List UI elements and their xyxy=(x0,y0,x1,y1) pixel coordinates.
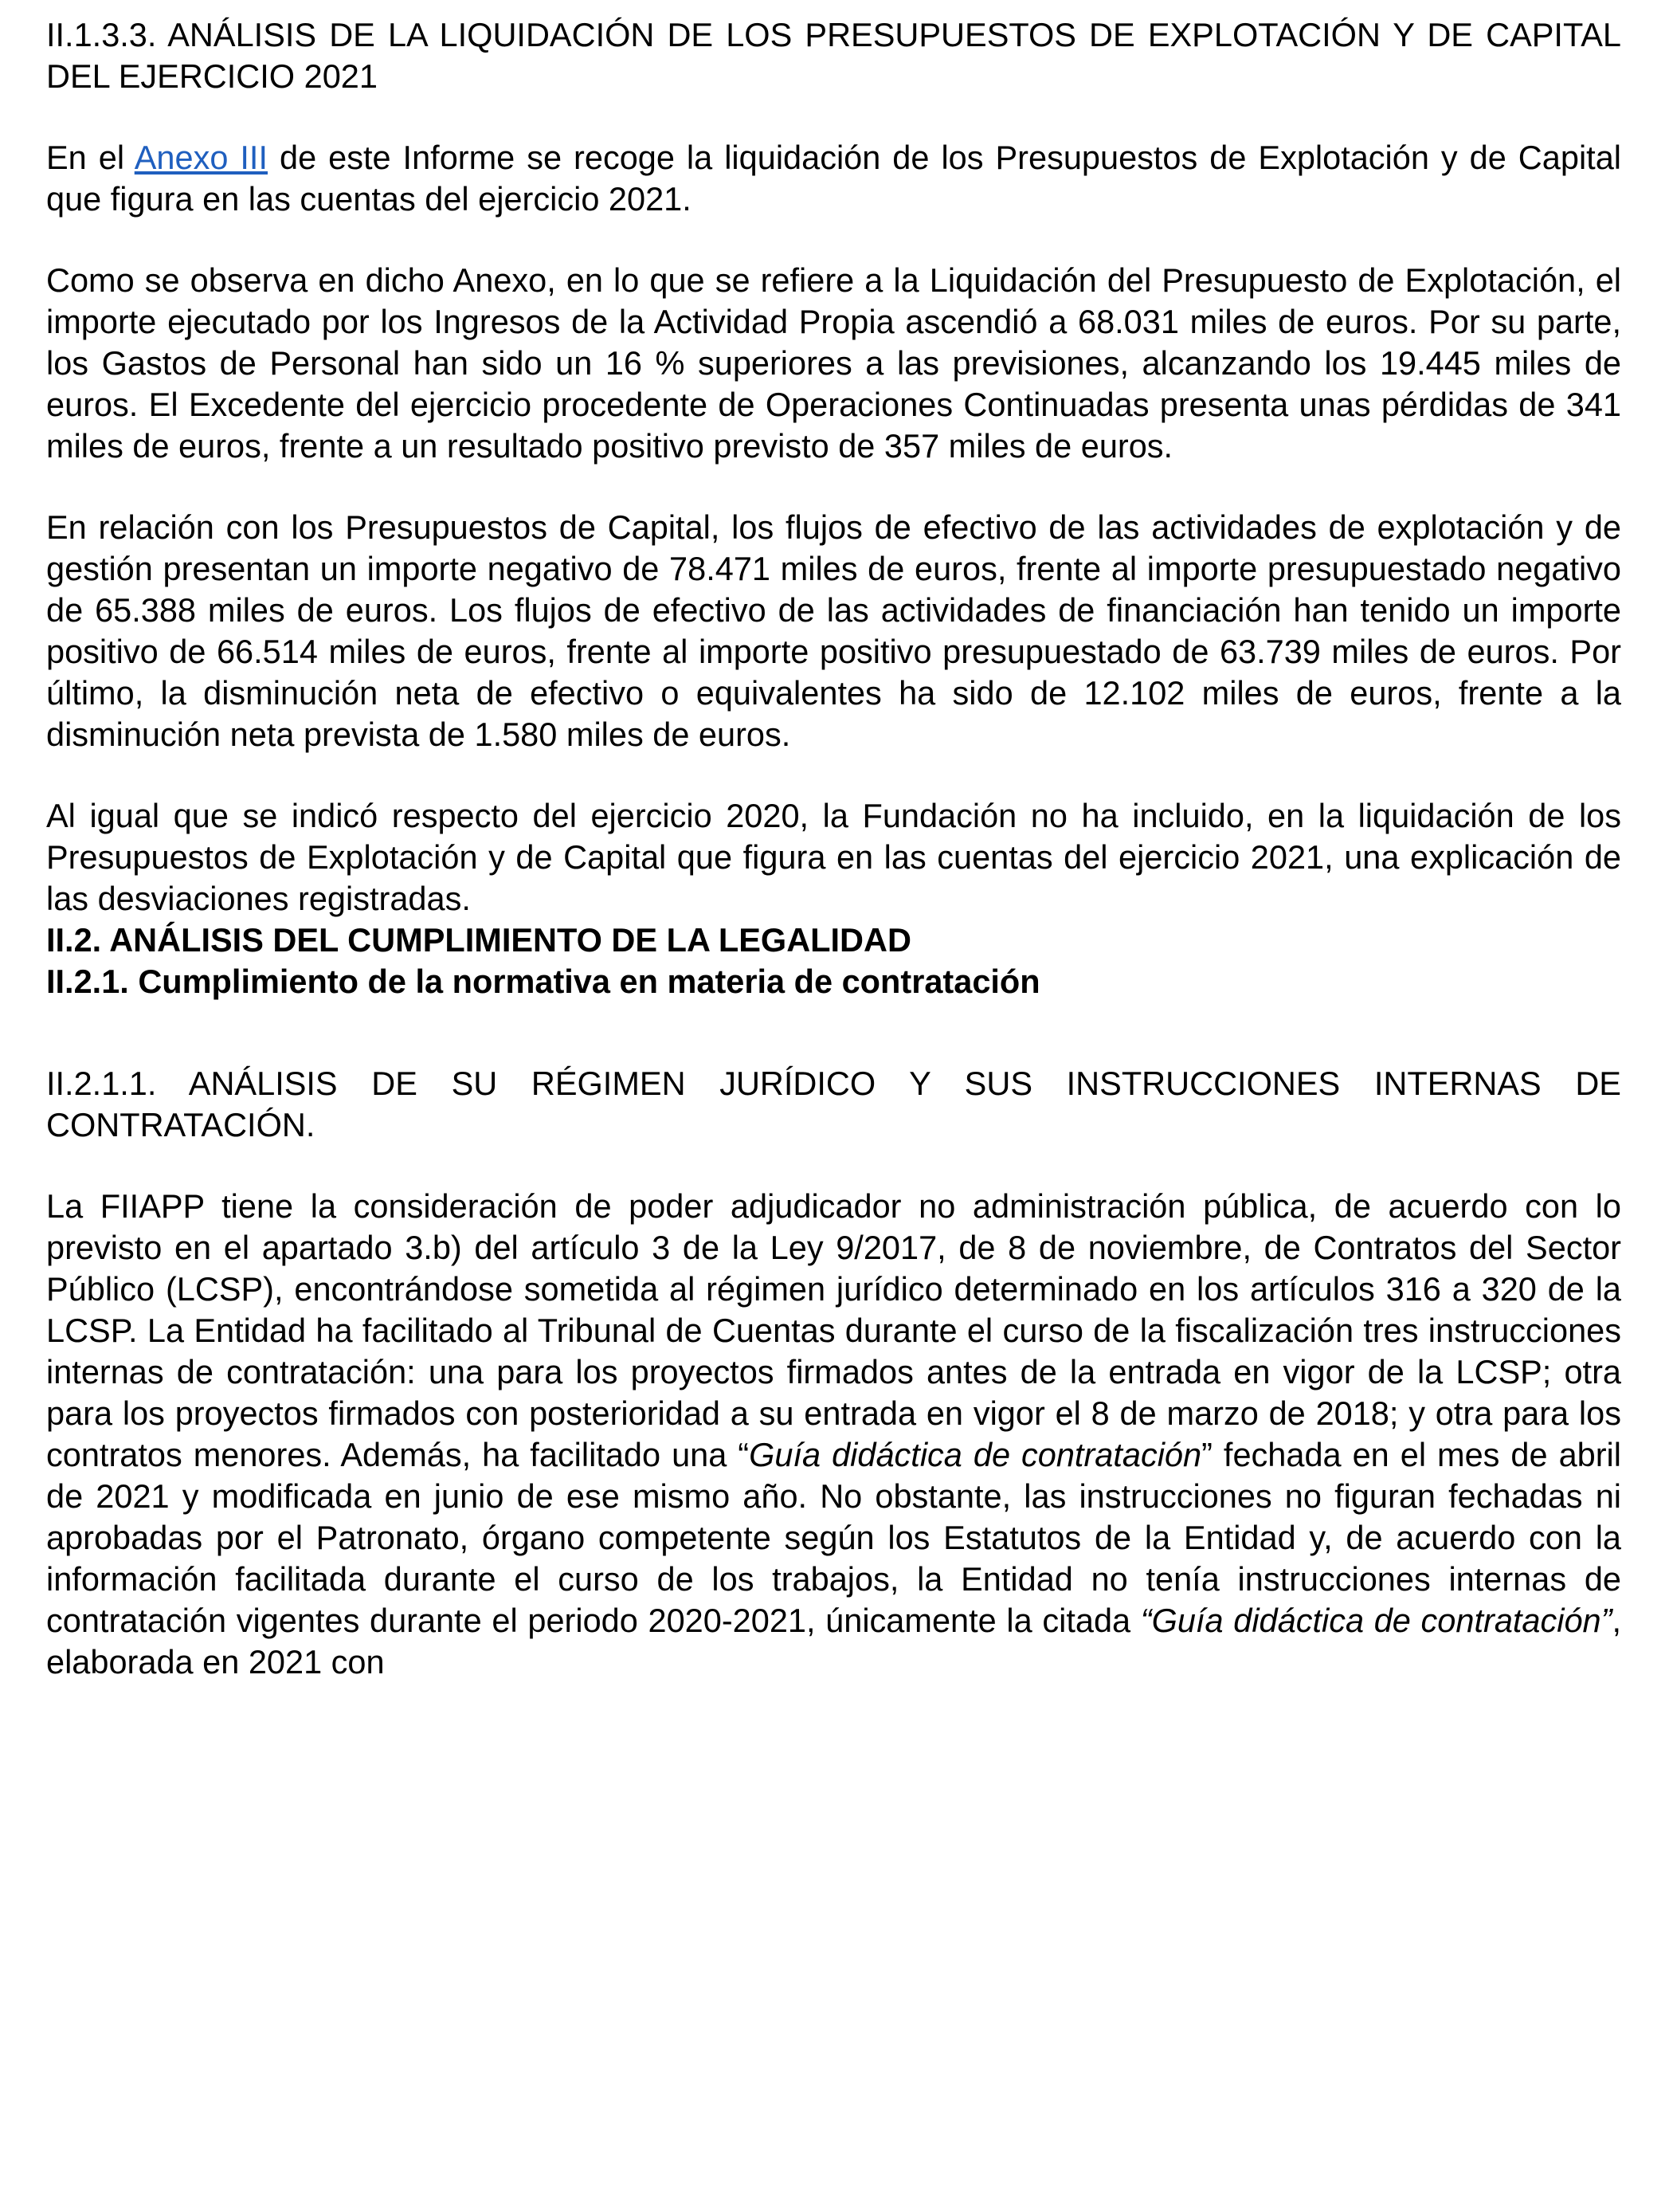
anexo-iii-link[interactable]: Anexo III xyxy=(134,139,268,176)
paragraph-anexo xyxy=(46,137,1621,220)
section-heading-liquidacion: II.1.3.3. ANÁLISIS DE LA LIQUIDACIÓN DE LOS PRESUPUESTOS DE EXPLOTACIÓN Y DE CAPITAL DEL EJERCICIO 2021 xyxy=(46,16,1621,95)
paragraph-anexo-after: de este Informe se recoge la liquidación de los Presupuestos de Explotación y de Capital que figura en las cuentas del ejercicio 2021. xyxy=(46,139,1621,218)
guia-didactica-title: Guía didáctica de contratación xyxy=(749,1436,1202,1473)
paragraph-desviaciones: Al igual que se indicó respecto del ejercicio 2020, la Fundación no ha incluido, en la liquidación de los Presupuestos de Explotación y de Capital que figura en las cuentas del ejercicio 2021, una explicación de las desviaciones registradas. xyxy=(46,797,1621,917)
document-page xyxy=(46,14,1621,1683)
paragraph-capital: En relación con los Presupuestos de Capital, los flujos de efectivo de las actividades de explotación y de gestión presentan un importe negativo de 78.471 miles de euros, frente al importe presupuestado negativo de 65.388 miles de euros. Los flujos de efectivo de las actividades de financiación han tenido un importe positivo de 66.514 miles de euros, frente al importe positivo presupuestado de 63.739 miles de euros. Por último, la disminución neta de efectivo o equivalentes ha sido de 12.102 miles de euros, frente a la disminución neta prevista de 1.580 miles de euros. xyxy=(46,508,1621,753)
section-heading-regimen: II.2.1.1. ANÁLISIS DE SU RÉGIMEN JURÍDICO Y SUS INSTRUCCIONES INTERNAS DE CONTRATACIÓN. xyxy=(46,1065,1621,1143)
paragraph-fiiapp xyxy=(46,1186,1621,1683)
paragraph-fiiapp-part3: , elaborada en 2021 con xyxy=(46,1602,1621,1681)
subsection-heading-contratacion: II.2.1. Cumplimiento de la normativa en materia de contratación xyxy=(46,963,1040,1000)
paragraph-fiiapp-part1: La FIIAPP tiene la consideración de poder adjudicador no administración pública, de acuerdo con lo previsto en el apartado 3.b) del artículo 3 de la Ley 9/2017, de 8 de noviembre, de Contratos del Sector Público (LCSP), encontrándose sometida al régimen jurídico determinado en los artículos 316 a 320 de la LCSP. La Entidad ha facilitado al Tribunal de Cuentas durante el curso de la fiscalización tres instrucciones internas de contratación: una para los proyectos firmados antes de la entrada en vigor de la LCSP; otra para los proyectos firmados con posterioridad a su entrada en vigor el 8 de marzo de 2018; y otra para los contratos menores. Además, ha facilitado una “ xyxy=(46,1187,1621,1473)
guia-didactica-title-quoted: “Guía didáctica de contratación” xyxy=(1140,1602,1612,1639)
paragraph-anexo-before: En el xyxy=(46,139,135,176)
paragraph-fiiapp-part2: ” fechada en el mes de abril de 2021 y modificada en junio de ese mismo año. No obstante, las instrucciones no figuran fechadas ni aprobadas por el Patronato, órgano competente según los Estatutos de la Entidad y, de acuerdo con la información facilitada durante el curso de los trabajos, la Entidad no tenía instrucciones internas de contratación vigentes durante el periodo 2020-2021, únicamente la citada xyxy=(46,1436,1621,1639)
section-heading-legalidad: II.2. ANÁLISIS DEL CUMPLIMIENTO DE LA LEGALIDAD xyxy=(46,921,911,959)
paragraph-explotacion: Como se observa en dicho Anexo, en lo que se refiere a la Liquidación del Presupuesto de Explotación, el importe ejecutado por los Ingresos de la Actividad Propia ascendió a 68.031 miles de euros. Por su parte, los Gastos de Personal han sido un 16 % superiores a las previsiones, alcanzando los 19.445 miles de euros. El Excedente del ejercicio procedente de Operaciones Continuadas presenta unas pérdidas de 341 miles de euros, frente a un resultado positivo previsto de 357 miles de euros. xyxy=(46,261,1621,465)
